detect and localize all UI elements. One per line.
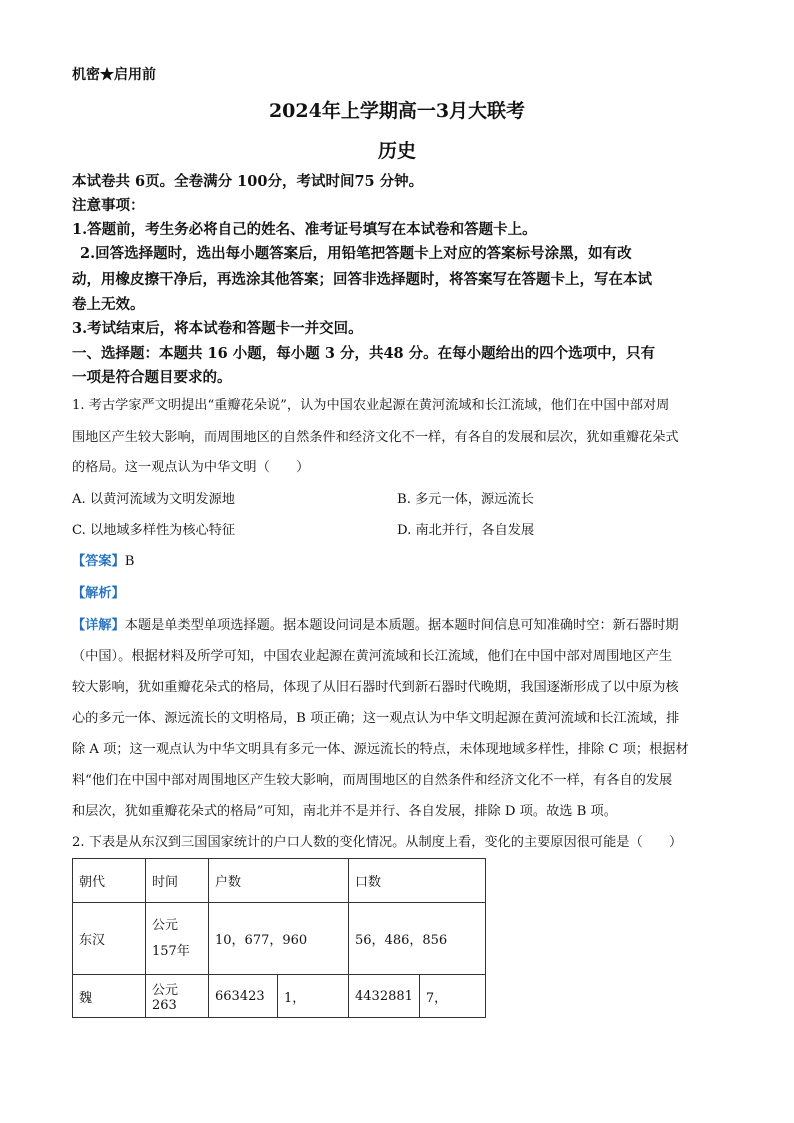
header-time: 时间	[146, 859, 209, 903]
q1-option-b: B. 多元一体，源远流长	[397, 492, 534, 507]
q1-answer	[72, 552, 134, 572]
analysis-label: 【解析】	[72, 586, 125, 601]
cell-population: 56，486，856	[349, 903, 486, 975]
q1-detail-line-5: 除 A 项；这一观点认为中华文明具有多元一体、源远流长的特点，未体现地域多样性，排除 C 项；根据材	[72, 742, 689, 757]
q1-detail-line-1	[72, 616, 679, 636]
q1-detail-line-6: 料“他们在中国中部对周围地区产生较大影响，而周围地区的自然条件和经济文化不一样，有各自的发展	[72, 773, 673, 788]
note-1: 1.答题前，考生务必将自己的姓名、准考证号填写在本试卷和答题卡上。	[72, 221, 537, 238]
q2-stem: 2. 下表是从东汉到三国国家统计的户口人数的变化情况。从制度上看，变化的主要原因很可能是（ ）	[72, 835, 683, 850]
section-1-heading-line-1: 一、选择题：本题共 16 小题，每小题 3 分，共48 分。在每小题给出的四个选项中，只有	[72, 345, 656, 362]
exam-info: 本试卷共 6页。全卷满分 100分，考试时间75 分钟。	[72, 173, 424, 190]
note-2-line-3: 卷上无效。	[72, 296, 145, 313]
section-1-heading-line-2: 一项是符合题目要求的。	[72, 369, 232, 386]
q1-detail-line-2: （中国）。根据材料及所学可知，中国农业起源在黄河流域和长江流域，他们在中国中部对周围地区产生	[72, 649, 673, 664]
cell-households-a: 663423	[209, 975, 278, 1018]
cell-population-b: 7，	[419, 975, 485, 1018]
table-row	[73, 903, 486, 975]
q1-analysis-label	[72, 584, 125, 604]
notes-label: 注意事项：	[72, 197, 145, 214]
q1-detail-line-4: 心的多元一体、源远流长的文明格局，B 项正确；这一观点认为中华文明起源在黄河流域和长江流域，排	[72, 711, 680, 726]
q1-option-c: C. 以地域多样性为核心特征	[72, 523, 236, 538]
answer-value: B	[124, 554, 135, 569]
q1-stem-line-3: 的格局。这一观点认为中华文明（ ）	[72, 460, 310, 475]
cell-population-a: 4432881	[349, 975, 420, 1018]
q1-option-d: D. 南北并行，各自发展	[397, 523, 535, 538]
header-households: 户数	[209, 859, 349, 903]
cell-dynasty: 魏	[73, 975, 146, 1018]
note-2-line-2: 动，用橡皮擦干净后，再选涂其他答案；回答非选择题时，将答案写在答题卡上，写在本试	[72, 271, 652, 288]
population-table	[72, 858, 486, 1018]
table-row	[73, 975, 486, 1018]
cell-households: 10，677，960	[209, 903, 349, 975]
note-2-line-1: 2.回答选择题时，选出每小题答案后，用铅笔把答题卡上对应的答案标号涂黑，如有改	[80, 245, 632, 262]
header-dynasty: 朝代	[73, 859, 146, 903]
cell-households-b: 1，	[278, 975, 349, 1018]
cell-time: 公元263	[146, 975, 209, 1018]
cell-dynasty: 东汉	[73, 903, 146, 975]
q1-detail-line-7: 和层次，犹如重瓣花朵式的格局”可知，南北并不是并行、各自发展，排除 D 项。故选 B 项。	[72, 804, 617, 819]
cell-time: 公元157年	[146, 903, 209, 975]
answer-label: 【答案】	[72, 554, 125, 569]
header-population: 口数	[349, 859, 486, 903]
q1-stem-line-2: 围地区产生较大影响，而周围地区的自然条件和经济文化不一样，有各自的发展和层次，犹如重瓣花朵式	[72, 430, 679, 445]
table-header-row	[73, 859, 486, 903]
q1-stem-line-1: 1. 考古学家严文明提出“重瓣花朵说”，认为中国农业起源在黄河流域和长江流域，他们在中国中部对周	[72, 398, 670, 413]
subject-title: 历史	[377, 140, 416, 162]
detail-text-1: 本题是单类型单项选择题。据本题设问词是本质题。据本题时间信息可知准确时空：新石器时期	[124, 618, 679, 633]
q1-detail-line-3: 较大影响，犹如重瓣花朵式的格局，体现了从旧石器时代到新石器时代晚期，我国逐渐形成了以中原为核	[72, 680, 679, 695]
secret-mark: 机密★启用前	[72, 67, 156, 83]
q1-option-a: A. 以黄河流域为文明发源地	[72, 492, 235, 507]
detail-label: 【详解】	[72, 618, 125, 633]
exam-title: 2024年上学期高一3月大联考	[268, 100, 526, 122]
note-3: 3.考试结束后，将本试卷和答题卡一并交回。	[72, 320, 363, 337]
